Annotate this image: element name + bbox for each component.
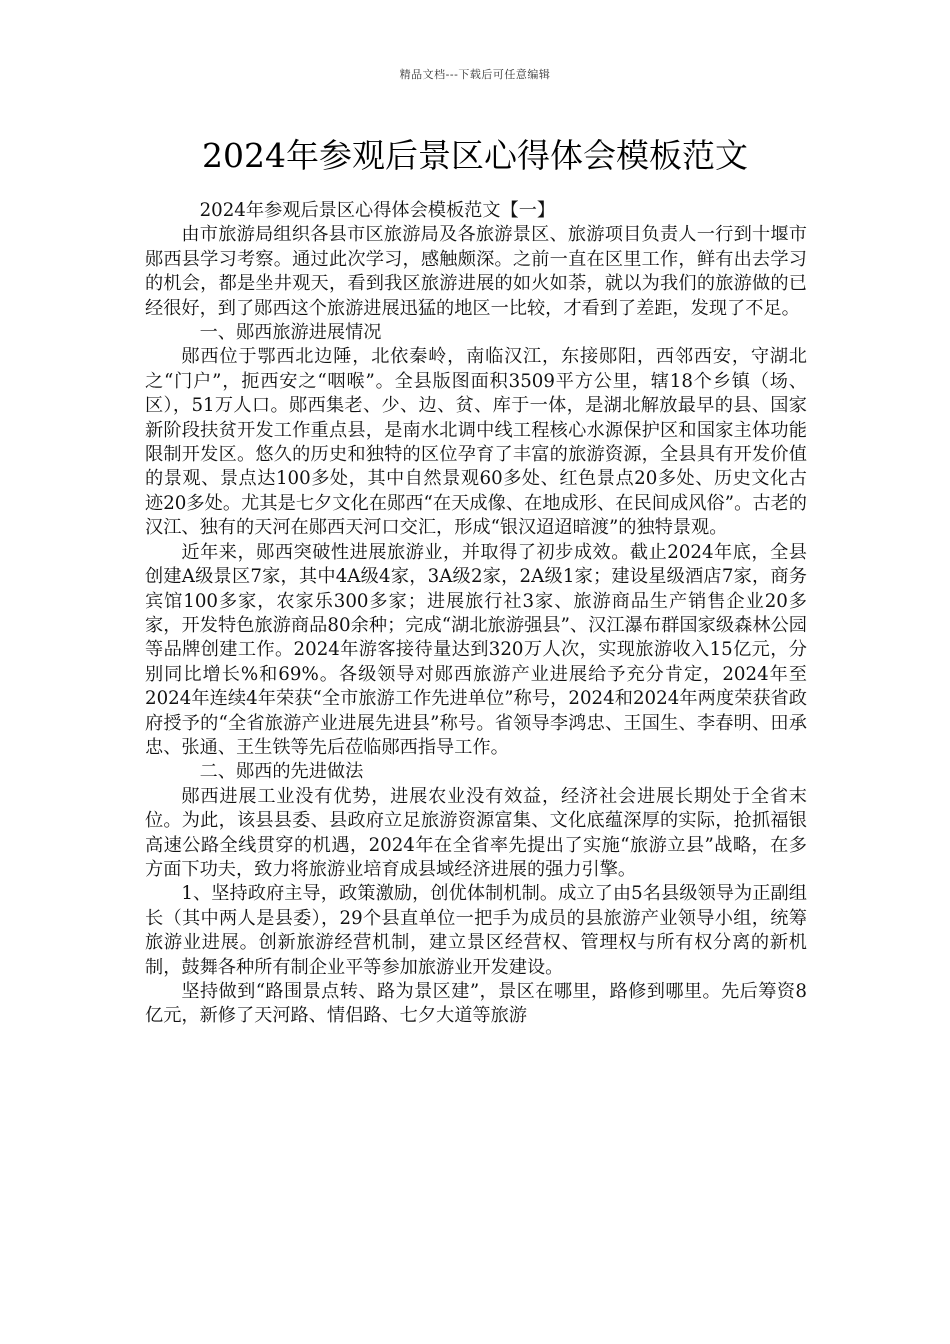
document-title: 2024年参观后景区心得体会模板范文 bbox=[202, 136, 748, 175]
body-paragraph: 1、坚持政府主导，政策激励，创优体制机制。成立了由5名县级领导为正副组长（其中两人是县委），29个县直单位一把手为成员的县旅游产业领导小组，统筹旅游业进展。创新旅游经营机制，建立景区经营权、管理权与所有权分离的新机制，鼓舞各种所有制企业平等参加旅游业开发建设。 bbox=[145, 883, 807, 978]
body-paragraph: 郧西位于鄂西北边陲，北依秦岭，南临汉江，东接郧阳，西邻西安，守湖北之“门户”，扼西安之“咽喉”。全县版图面积3509平方公里，辖18个乡镇（场、区），51万人口。郧西集老、少、边、贫、库于一体，是湖北解放最早的县、国家新阶段扶贫开发工作重点县，是南水北调中线工程核心水源保护区和国家主体功能限制开发区。悠久的历史和独特的区位孕育了丰富的旅游资源，全县具有开发价值的景观、景点达100多处，其中自然景观60多处、红色景点20多处、历史文化古迹20多处。尤其是七夕文化在郧西“在天成像、在地成形、在民间成风俗”。古老的汉江、独有的天河在郧西天河口交汇，形成“银汉迢迢暗渡”的独特景观。 bbox=[145, 346, 807, 539]
body-paragraph: 郧西进展工业没有优势，进展农业没有效益，经济社会进展长期处于全省末位。为此，该县县委、县政府立足旅游资源富集、文化底蕴深厚的实际，抢抓福银高速公路全线贯穿的机遇，2024年在全省率先提出了实施“旅游立县”战略，在多方面下功夫，致力将旅游业培育成县域经济进展的强力引擎。 bbox=[145, 785, 807, 880]
section-heading: 一、郧西旅游进展情况 bbox=[199, 322, 382, 344]
body-paragraph: 坚持做到“路围景点转、路为景区建”，景区在哪里，路修到哪里。先后筹资8亿元，新修了天河路、情侣路、七夕大道等旅游 bbox=[145, 981, 807, 1027]
body-paragraph: 近年来，郧西突破性进展旅游业，并取得了初步成效。截止2024年底，全县创建A级景区7家，其中4A级4家，3A级2家，2A级1家；建设星级酒店7家，商务宾馆100多家，农家乐300多家；进展旅行社3家、旅游商品生产销售企业20多家，开发特色旅游商品80余种；完成“湖北旅游强县”、汉江瀑布群国家级森林公园等品牌创建工作。2024年游客接待量达到320万人次，实现旅游收入15亿元，分别同比增长%和69%。各级领导对郧西旅游产业进展给予充分肯定，2024年至2024年连续4年荣获“全市旅游工作先进单位”称号，2024和2024年两度荣获省政府授予的“全省旅游产业进展先进县”称号。省领导李鸿忠、王国生、李春明、田承忠、张通、王生铁等先后莅临郧西指导工作。 bbox=[145, 541, 807, 758]
section-subtitle: 2024年参观后景区心得体会模板范文【一】 bbox=[199, 200, 556, 221]
page-header-note: 精品文档---下载后可任意编辑 bbox=[399, 68, 551, 81]
section-heading: 二、郧西的先进做法 bbox=[199, 761, 364, 783]
document-body bbox=[145, 199, 807, 1029]
body-paragraph: 由市旅游局组织各县市区旅游局及各旅游景区、旅游项目负责人一行到十堰市郧西县学习考察。通过此次学习，感触颇深。之前一直在区里工作，鲜有出去学习的机会，都是坐井观天，看到我区旅游进展的如火如荼，就以为我们的旅游做的已经很好，到了郧西这个旅游进展迅猛的地区一比较，才看到了差距，发现了不足。 bbox=[145, 224, 807, 319]
